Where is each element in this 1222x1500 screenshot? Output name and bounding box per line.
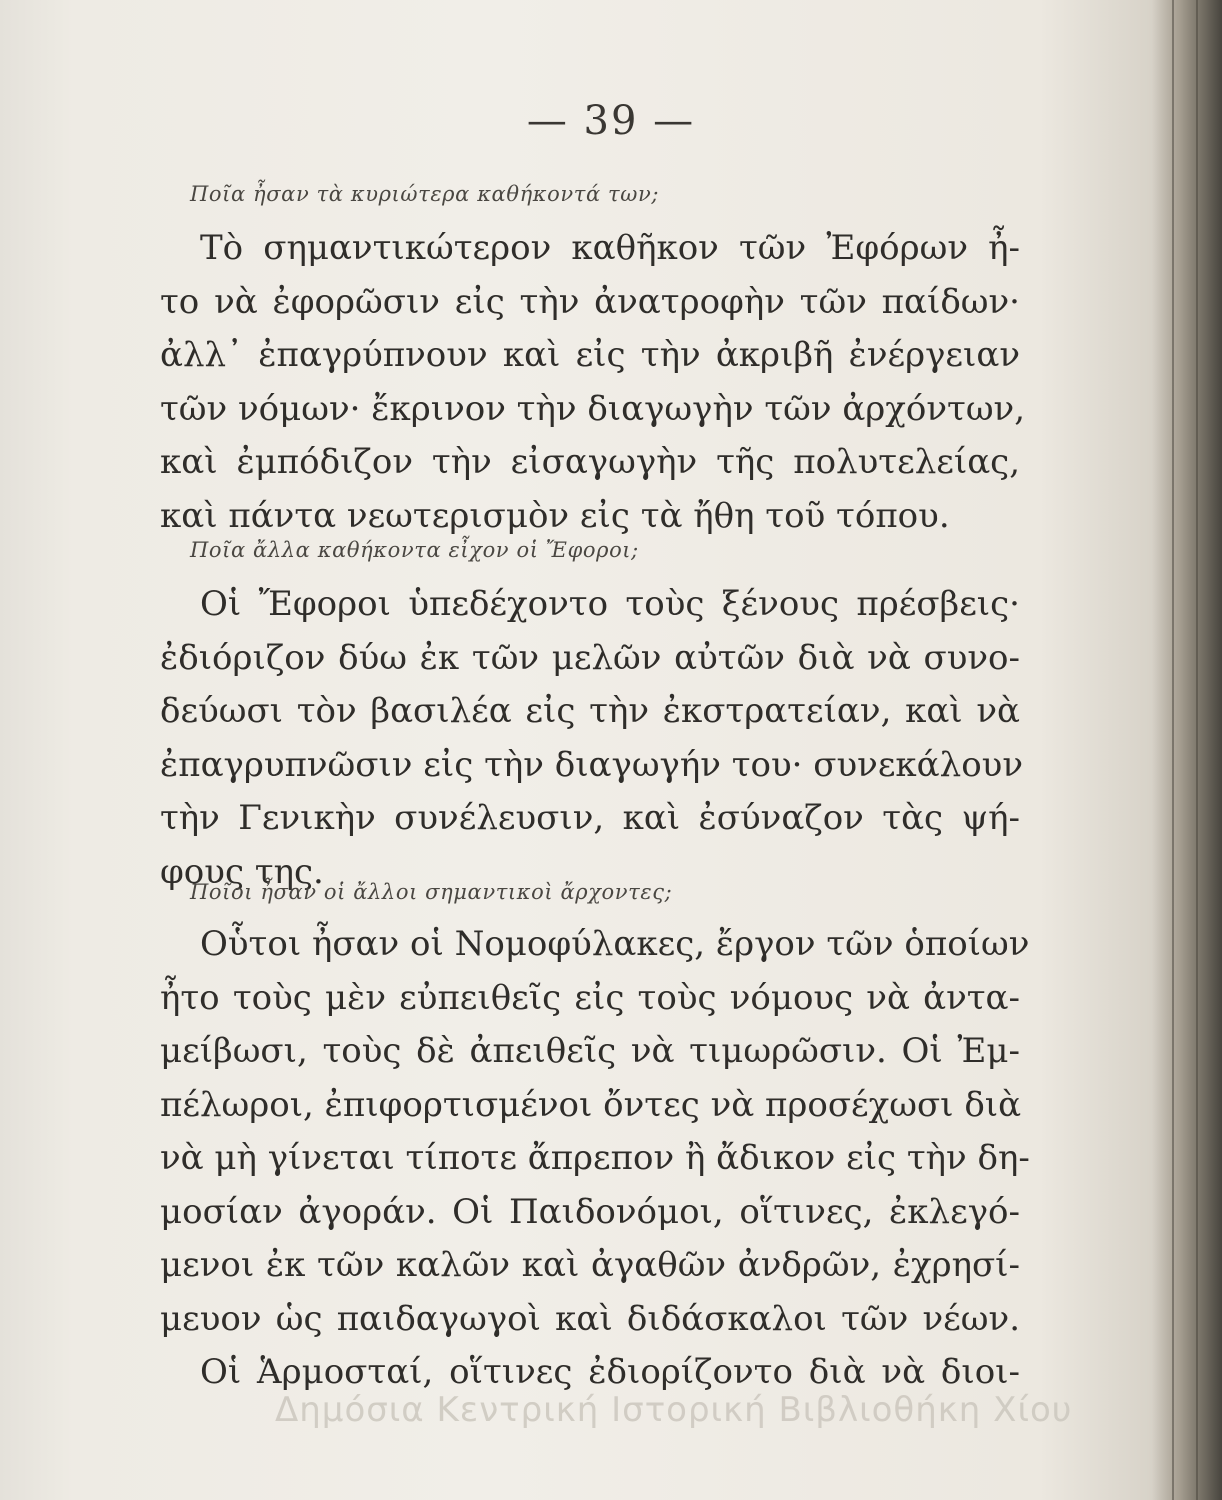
book-spine-shadow <box>1152 0 1222 1500</box>
text-line: Τὸ σημαντικώτερον καθῆκον τῶν Ἐφόρων ἦ- <box>200 228 1020 268</box>
text-line: τὴν Γενικὴν συνέλευσιν, καὶ ἐσύναζον τὰς ψή- <box>160 798 1020 838</box>
section-question: Ποῖα ἄλλα καθήκοντα εἶχον οἱ Ἔφοροι; <box>190 538 639 562</box>
text-line: καὶ ἐμπόδιζον τὴν εἰσαγωγὴν τῆς πολυτελείας, <box>160 442 1020 482</box>
text-line: μείβωσι, τοὺς δὲ ἀπειθεῖς νὰ τιμωρῶσιν. Οἱ Ἐμ- <box>160 1031 1020 1071</box>
text-line: μοσίαν ἀγοράν. Οἱ Παιδονόμοι, οἵτινες, ἐκλεγό- <box>160 1191 1020 1232</box>
text-line: Οἱ Ἔφοροι ὑπεδέχοντο τοὺς ξένους πρέσβεις· <box>200 584 1020 624</box>
text-line: δεύωσι τὸν βασιλέα εἰς τὴν ἐκστρατείαν, καὶ νὰ <box>160 691 1020 731</box>
page-number: — 39 — <box>526 98 696 144</box>
answer-paragraph <box>160 578 1023 899</box>
answer-paragraph <box>160 918 1030 1400</box>
text-line: ἀλλ᾽ ἐπαγρύπνουν καὶ εἰς τὴν ἀκριβῆ ἐνέργειαν <box>160 335 1020 375</box>
text-line: τῶν νόμων· ἔκρινον τὴν διαγωγὴν τῶν ἀρχόντων, <box>160 388 1026 429</box>
section-question: Ποῖα ἦσαν τὰ κυριώτερα καθήκοντά των; <box>190 182 660 206</box>
text-line: μενοι ἐκ τῶν καλῶν καὶ ἀγαθῶν ἀνδρῶν, ἐχρησί- <box>160 1245 1020 1285</box>
spine-edge-line <box>1172 0 1174 1500</box>
text-line: νὰ μὴ γίνεται τίποτε ἄπρεπον ἢ ἄδικον εἰς τὴν δη- <box>160 1138 1030 1178</box>
answer-paragraph <box>160 222 1026 543</box>
text-line: ἐπαγρυπνῶσιν εἰς τὴν διαγωγήν του· συνεκάλουν <box>160 744 1023 785</box>
text-line: μευον ὡς παιδαγωγοὶ καὶ διδάσκαλοι τῶν νέων. <box>160 1298 1020 1339</box>
section-question: Ποῖοι ἦσαν οἱ ἄλλοι σημαντικοὶ ἄρχοντες; <box>190 880 673 904</box>
text-line: φους της. <box>160 851 324 892</box>
text-line: ἦτο τοὺς μὲν εὐπειθεῖς εἰς τοὺς νόμους νὰ ἀντα- <box>160 977 1020 1018</box>
text-line: καὶ πάντα νεωτερισμὸν εἰς τὰ ἤθη τοῦ τόπου. <box>160 495 950 536</box>
text-line: πέλωροι, ἐπιφορτισμένοι ὄντες νὰ προσέχωσι διὰ <box>160 1084 1022 1125</box>
text-line: ἐδιόριζον δύω ἐκ τῶν μελῶν αὐτῶν διὰ νὰ συνο- <box>160 637 1020 678</box>
text-line: Οἱ Ἁρμοσταί, οἵτινες ἐδιορίζοντο διὰ νὰ διοι- <box>200 1352 1020 1392</box>
library-watermark: Δημόσια Κεντρική Ιστορική Βιβλιοθήκη Χίου <box>275 1390 1073 1430</box>
spine-edge-line <box>1196 0 1198 1500</box>
text-line: το νὰ ἐφορῶσιν εἰς τὴν ἀνατροφὴν τῶν παίδων· <box>160 281 1020 322</box>
text-line: Οὗτοι ἦσαν οἱ Νομοφύλακες, ἔργον τῶν ὁποίων <box>200 924 1030 964</box>
